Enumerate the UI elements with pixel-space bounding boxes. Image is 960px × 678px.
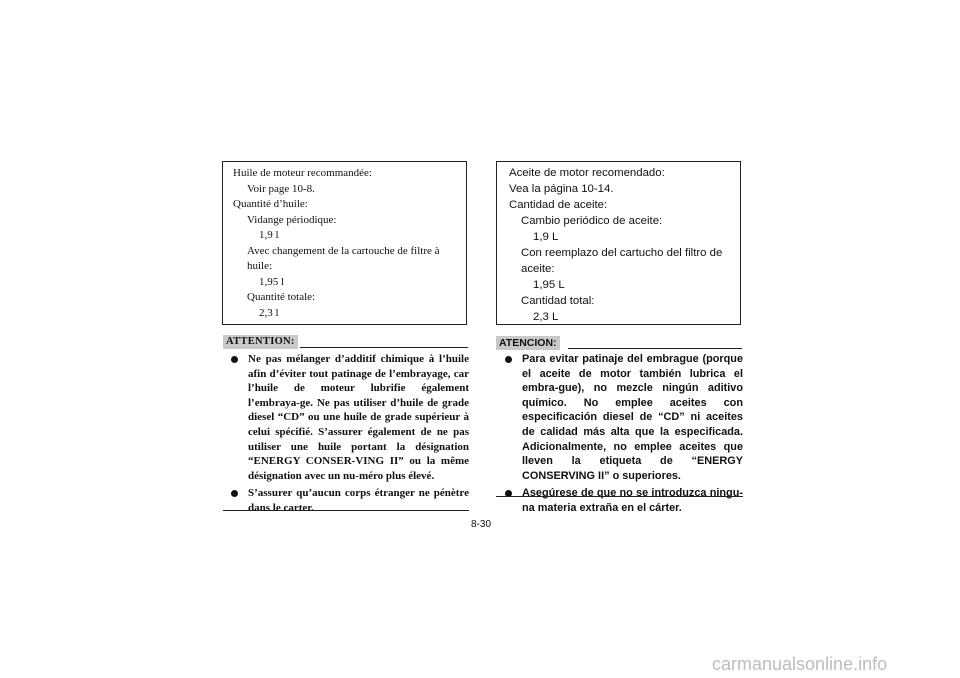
- see-page-reference: Voir page 10-8.: [247, 182, 315, 195]
- bullet-icon: [505, 356, 512, 363]
- caution-text: Asegúrese de que no se introduzca ningu-na materia extraña en el cárter.: [522, 487, 743, 514]
- filter-change-label: Avec changement de la cartouche de filtre à huile:: [247, 244, 440, 272]
- caution-label: ATTENTION:: [223, 335, 298, 349]
- french-oil-spec-box: [222, 161, 467, 325]
- periodic-change-label: Vidange périodique:: [247, 213, 337, 226]
- french-caution-list: [231, 352, 469, 519]
- periodic-change-value: 1,9 L: [533, 231, 559, 243]
- periodic-change-label: Cambio periódico de aceite:: [521, 215, 663, 227]
- caution-text: S’assurer qu’aucun corps étranger ne pénètre dans le carter.: [248, 487, 469, 514]
- spanish-section-end-rule: [496, 496, 743, 497]
- see-page-reference: Vea la página 10-14.: [509, 183, 614, 195]
- total-quantity-value: 2,3 l: [259, 306, 279, 319]
- list-item: [231, 352, 469, 483]
- list-item: [505, 352, 743, 483]
- caution-text: Ne pas mélanger d’additif chimique à l’huile afin d’éviter tout patinage de l’embrayage, car l’huile de moteur lubrifie également l’embraya-ge. Ne pas utiliser d’huile de grade diesel “CD” ou une huile de grade supérieur à celui spécifié. S’assurer également de ne pas utiliser une huile portant la désignation “ENERGY CONSER-VING II” ou la même désignation avec un nu-méro plus élevé.: [248, 353, 469, 482]
- caution-rule: [568, 348, 742, 349]
- caution-label: ATENCION:: [496, 336, 560, 350]
- bullet-icon: [231, 356, 238, 363]
- oil-quantity-label: Quantité d’huile:: [233, 198, 308, 210]
- total-quantity-label: Cantidad total:: [521, 295, 595, 307]
- caution-rule: [300, 347, 468, 348]
- filter-change-value: 1,95 L: [533, 279, 565, 291]
- recommended-oil-label: Aceite de motor recomendado:: [509, 167, 665, 179]
- french-section-end-rule: [223, 510, 469, 511]
- spanish-caution-list: [505, 352, 743, 519]
- total-quantity-value: 2,3 L: [533, 311, 559, 323]
- list-item: [231, 486, 469, 515]
- caution-text: Para evitar patinaje del embrague (porque el aceite de motor también lubrica el embra-gue), no mezcle ningún aditivo químico. No emplee aceites con especificación diesel de “CD” ni aceites de calidad más alta que la especificada. Adicionalmente, no emplee aceites que lleven la etiqueta de “ENERGY CONSERVING II” o superiores.: [522, 353, 743, 482]
- recommended-oil-label: Huile de moteur recommandée:: [233, 167, 372, 179]
- watermark: carmanualsonline.info: [712, 654, 888, 674]
- list-item: [505, 486, 743, 515]
- spanish-oil-spec-box: [496, 161, 741, 325]
- filter-change-value: 1,95 l: [259, 275, 285, 288]
- oil-quantity-label: Cantidad de aceite:: [509, 199, 608, 211]
- filter-change-label: Con reemplazo del cartucho del filtro de aceite:: [521, 247, 723, 275]
- total-quantity-label: Quantité totale:: [247, 291, 316, 303]
- bullet-icon: [231, 490, 238, 497]
- periodic-change-value: 1,9 l: [259, 229, 279, 241]
- page-number: 8-30: [471, 519, 492, 530]
